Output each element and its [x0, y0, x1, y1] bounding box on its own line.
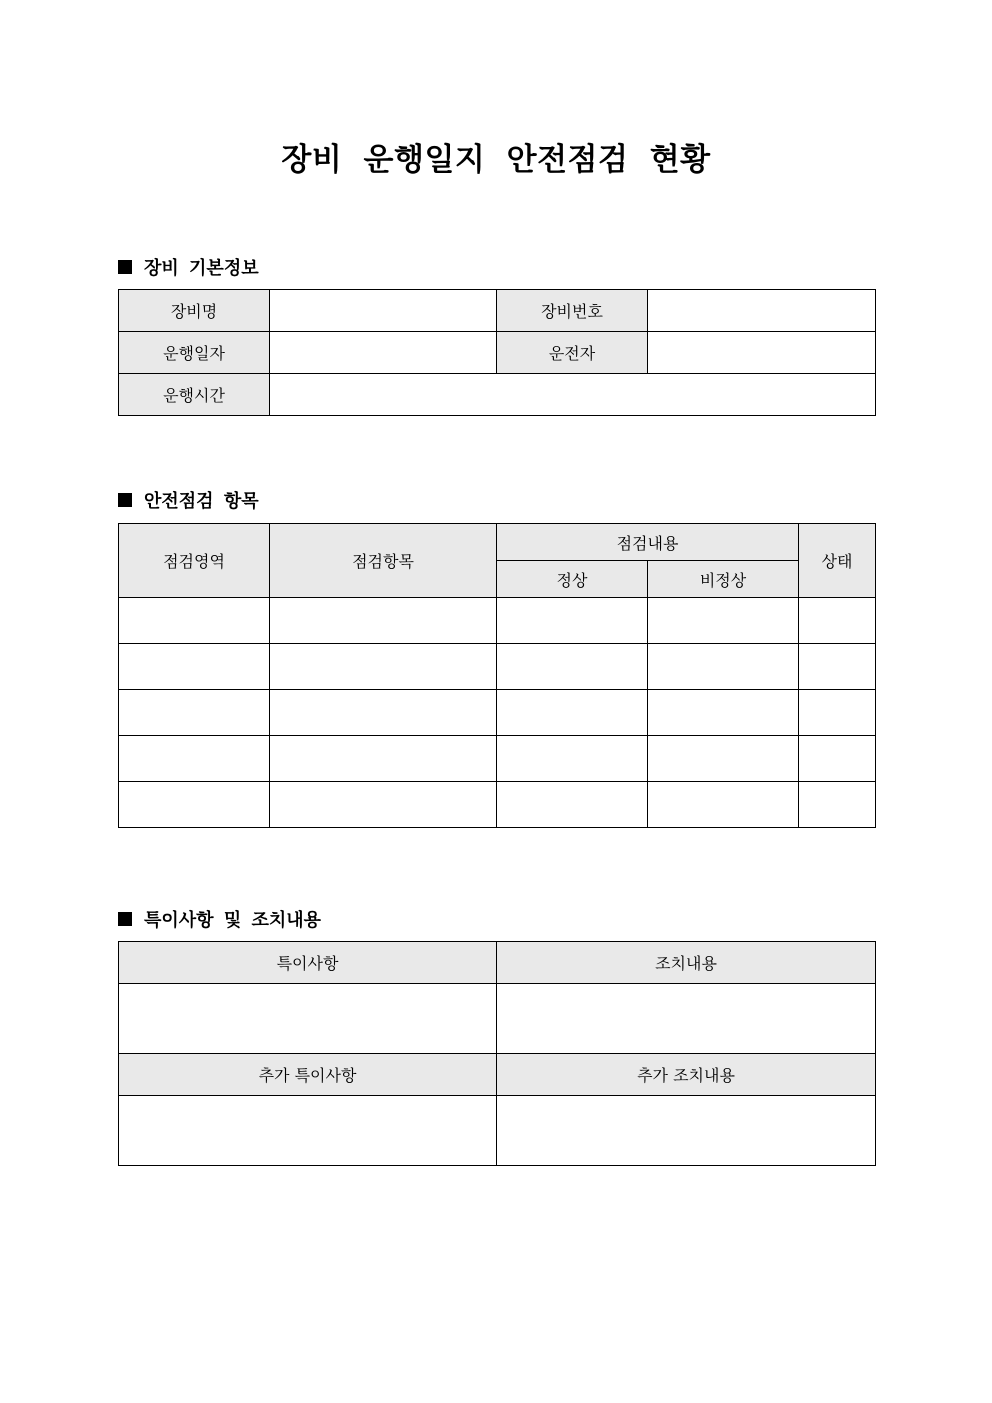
- equipment-name-field[interactable]: [270, 290, 497, 332]
- square-bullet-icon: [118, 260, 132, 274]
- check-area-cell[interactable]: [119, 736, 270, 782]
- normal-cell[interactable]: [497, 598, 648, 644]
- driver-label: 운전자: [497, 332, 648, 374]
- header-additional-actions: 추가 조치내용: [497, 1054, 876, 1096]
- header-check-area: 점검영역: [119, 524, 270, 598]
- table-row: [119, 736, 876, 782]
- status-cell[interactable]: [799, 644, 876, 690]
- table-row: [119, 690, 876, 736]
- check-area-cell[interactable]: [119, 644, 270, 690]
- normal-cell[interactable]: [497, 736, 648, 782]
- table-row: [119, 332, 876, 374]
- operation-date-label: 운행일자: [119, 332, 270, 374]
- normal-cell[interactable]: [497, 644, 648, 690]
- header-normal: 정상: [497, 561, 648, 598]
- abnormal-cell[interactable]: [648, 644, 799, 690]
- abnormal-cell[interactable]: [648, 598, 799, 644]
- equipment-info-table: [118, 289, 876, 416]
- page-title: 장비 운행일지 안전점검 현황: [281, 142, 711, 178]
- table-row: [119, 598, 876, 644]
- table-header-row: [119, 524, 876, 561]
- abnormal-cell[interactable]: [648, 782, 799, 828]
- table-header-row: [119, 942, 876, 984]
- check-item-cell[interactable]: [270, 782, 497, 828]
- table-row: [119, 290, 876, 332]
- check-item-cell[interactable]: [270, 598, 497, 644]
- table-row: [119, 1096, 876, 1166]
- table-row: [119, 782, 876, 828]
- section-heading-equipment-info: [118, 254, 259, 280]
- section-heading-safety-check: [118, 487, 259, 513]
- status-cell[interactable]: [799, 690, 876, 736]
- actions-field[interactable]: [497, 984, 876, 1054]
- square-bullet-icon: [118, 493, 132, 507]
- check-area-cell[interactable]: [119, 598, 270, 644]
- check-area-cell[interactable]: [119, 690, 270, 736]
- equipment-number-label: 장비번호: [497, 290, 648, 332]
- status-cell[interactable]: [799, 736, 876, 782]
- additional-remarks-field[interactable]: [119, 1096, 497, 1166]
- header-additional-remarks: 추가 특이사항: [119, 1054, 497, 1096]
- normal-cell[interactable]: [497, 690, 648, 736]
- header-actions: 조치내용: [497, 942, 876, 984]
- table-row: [119, 374, 876, 416]
- section-heading-remarks: [118, 906, 321, 932]
- additional-actions-field[interactable]: [497, 1096, 876, 1166]
- check-area-cell[interactable]: [119, 782, 270, 828]
- section-heading-text: 특이사항 및 조치내용: [144, 910, 322, 931]
- table-row: [119, 644, 876, 690]
- section-heading-text: 안전점검 항목: [144, 491, 259, 512]
- header-abnormal: 비정상: [648, 561, 799, 598]
- header-check-content: 점검내용: [497, 524, 799, 561]
- operation-time-field[interactable]: [270, 374, 876, 416]
- square-bullet-icon: [118, 912, 132, 926]
- driver-field[interactable]: [648, 332, 876, 374]
- safety-check-table: [118, 523, 876, 828]
- remarks-field[interactable]: [119, 984, 497, 1054]
- header-remarks: 특이사항: [119, 942, 497, 984]
- header-check-item: 점검항목: [270, 524, 497, 598]
- table-row: [119, 984, 876, 1054]
- table-header-row: [119, 1054, 876, 1096]
- remarks-table: [118, 941, 876, 1166]
- check-item-cell[interactable]: [270, 690, 497, 736]
- equipment-name-label: 장비명: [119, 290, 270, 332]
- section-heading-text: 장비 기본정보: [144, 258, 259, 279]
- check-item-cell[interactable]: [270, 736, 497, 782]
- abnormal-cell[interactable]: [648, 690, 799, 736]
- operation-time-label: 운행시간: [119, 374, 270, 416]
- equipment-number-field[interactable]: [648, 290, 876, 332]
- status-cell[interactable]: [799, 782, 876, 828]
- abnormal-cell[interactable]: [648, 736, 799, 782]
- normal-cell[interactable]: [497, 782, 648, 828]
- header-status: 상태: [799, 524, 876, 598]
- status-cell[interactable]: [799, 598, 876, 644]
- check-item-cell[interactable]: [270, 644, 497, 690]
- operation-date-field[interactable]: [270, 332, 497, 374]
